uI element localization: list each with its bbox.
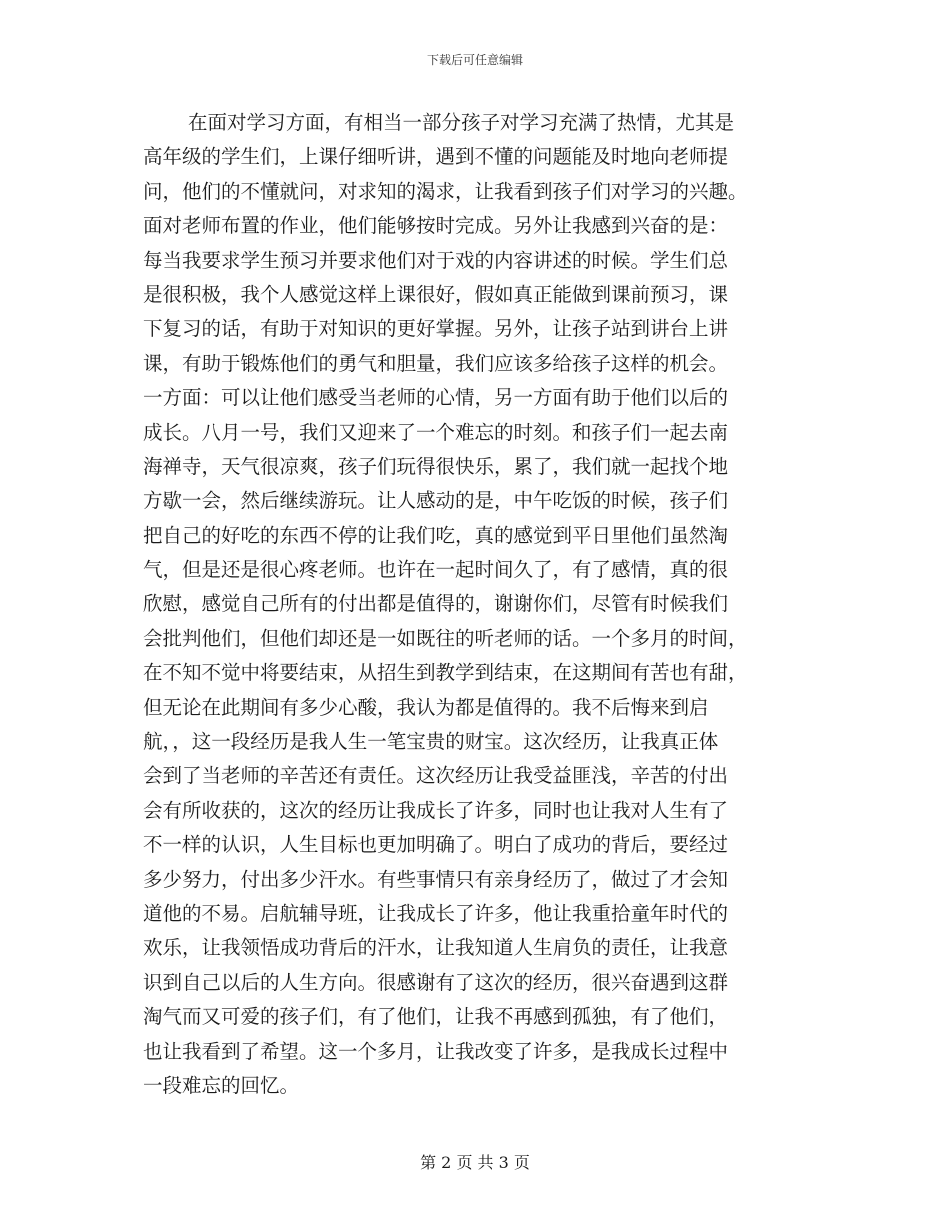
body-line: 航，，这一段经历是我人生一笔宝贵的财宝。这次经历，让我真正体 [143, 730, 719, 754]
body-line: 欢乐，让我领悟成功背后的汗水，让我知道人生肩负的责任，让我意 [143, 936, 729, 960]
header-text: 下载后可任意编辑 [426, 53, 523, 67]
body-line: 欣慰，感觉自己所有的付出都是值得的，谢谢你们，尽管有时候我们 [143, 592, 729, 616]
body-line: 会批判他们，但他们却还是一如既往的听老师的话。一个多月的时间， [143, 626, 748, 650]
page-footer [0, 1152, 950, 1174]
body-line: 道他的不易。启航辅导班，让我成长了许多，他让我重拾童年时代的 [143, 901, 729, 925]
footer-current-page: 2 [441, 1153, 452, 1172]
body-line: 课，有助于锻炼他们的勇气和胆量，我们应该多给孩子这样的机会。 [143, 351, 729, 375]
body-line: 气，但是还是很心疼老师。也许在一起时间久了，有了感情，真的很 [143, 558, 729, 582]
body-line: 在面对学习方面，有相当一部分孩子对学习充满了热情，尤其是 [188, 111, 735, 134]
body-line: 会有所收获的，这次的经历让我成长了许多，同时也让我对人生有了 [143, 798, 729, 822]
body-line: 在不知不觉中将要结束，从招生到教学到结束，在这期间有苦也有甜， [143, 661, 748, 685]
body-line: 也让我看到了希望。这一个多月，让我改变了许多，是我成长过程中 [143, 1039, 729, 1063]
body-line: 面对老师布置的作业，他们能够按时完成。另外让我感到兴奋的是： [143, 214, 729, 238]
footer-total-pages: 3 [498, 1153, 509, 1172]
body-line: 成长。八月一号，我们又迎来了一个难忘的时刻。和孩子们一起去南 [143, 420, 729, 444]
body-line: 高年级的学生们，上课仔细听讲，遇到不懂的问题能及时地向老师提 [143, 145, 729, 169]
body-line: 不一样的认识，人生目标也更加明确了。明白了成功的背后，要经过 [143, 833, 729, 857]
body-line: 问，他们的不懂就问，对求知的渴求，让我看到孩子们对学习的兴趣。 [143, 179, 748, 203]
page-header [0, 52, 950, 68]
document-body [143, 106, 808, 1103]
body-line: 淘气而又可爱的孩子们，有了他们，让我不再感到孤独，有了他们， [143, 1005, 729, 1029]
body-line: 但无论在此期间有多少心酸，我认为都是值得的。我不后悔来到启 [143, 695, 709, 719]
body-line: 下复习的话，有助于对知识的更好掌握。另外，让孩子站到讲台上讲 [143, 317, 729, 341]
body-line: 把自己的好吃的东西不停的让我们吃，真的感觉到平日里他们虽然淘 [143, 523, 729, 547]
body-line: 一段难忘的回忆。 [143, 1073, 300, 1097]
footer-prefix: 第 [420, 1153, 437, 1172]
body-line: 海禅寺，天气很凉爽，孩子们玩得很快乐，累了，我们就一起找个地 [143, 454, 729, 478]
footer-suffix: 页 [513, 1153, 530, 1172]
body-line: 每当我要求学生预习并要求他们对于戏的内容讲述的时候。学生们总 [143, 248, 729, 272]
body-line: 方歇一会，然后继续游玩。让人感动的是，中午吃饭的时候，孩子们 [143, 489, 729, 513]
footer-middle: 页 共 [456, 1153, 494, 1172]
body-line: 识到自己以后的人生方向。很感谢有了这次的经历，很兴奋遇到这群 [143, 970, 729, 994]
body-line: 会到了当老师的辛苦还有责任。这次经历让我受益匪浅，辛苦的付出 [143, 764, 729, 788]
body-line: 一方面：可以让他们感受当老师的心情，另一方面有助于他们以后的 [143, 386, 729, 410]
body-line: 多少努力，付出多少汗水。有些事情只有亲身经历了，做过了才会知 [143, 867, 729, 891]
body-line: 是很积极，我个人感觉这样上课很好，假如真正能做到课前预习，课 [143, 282, 729, 306]
